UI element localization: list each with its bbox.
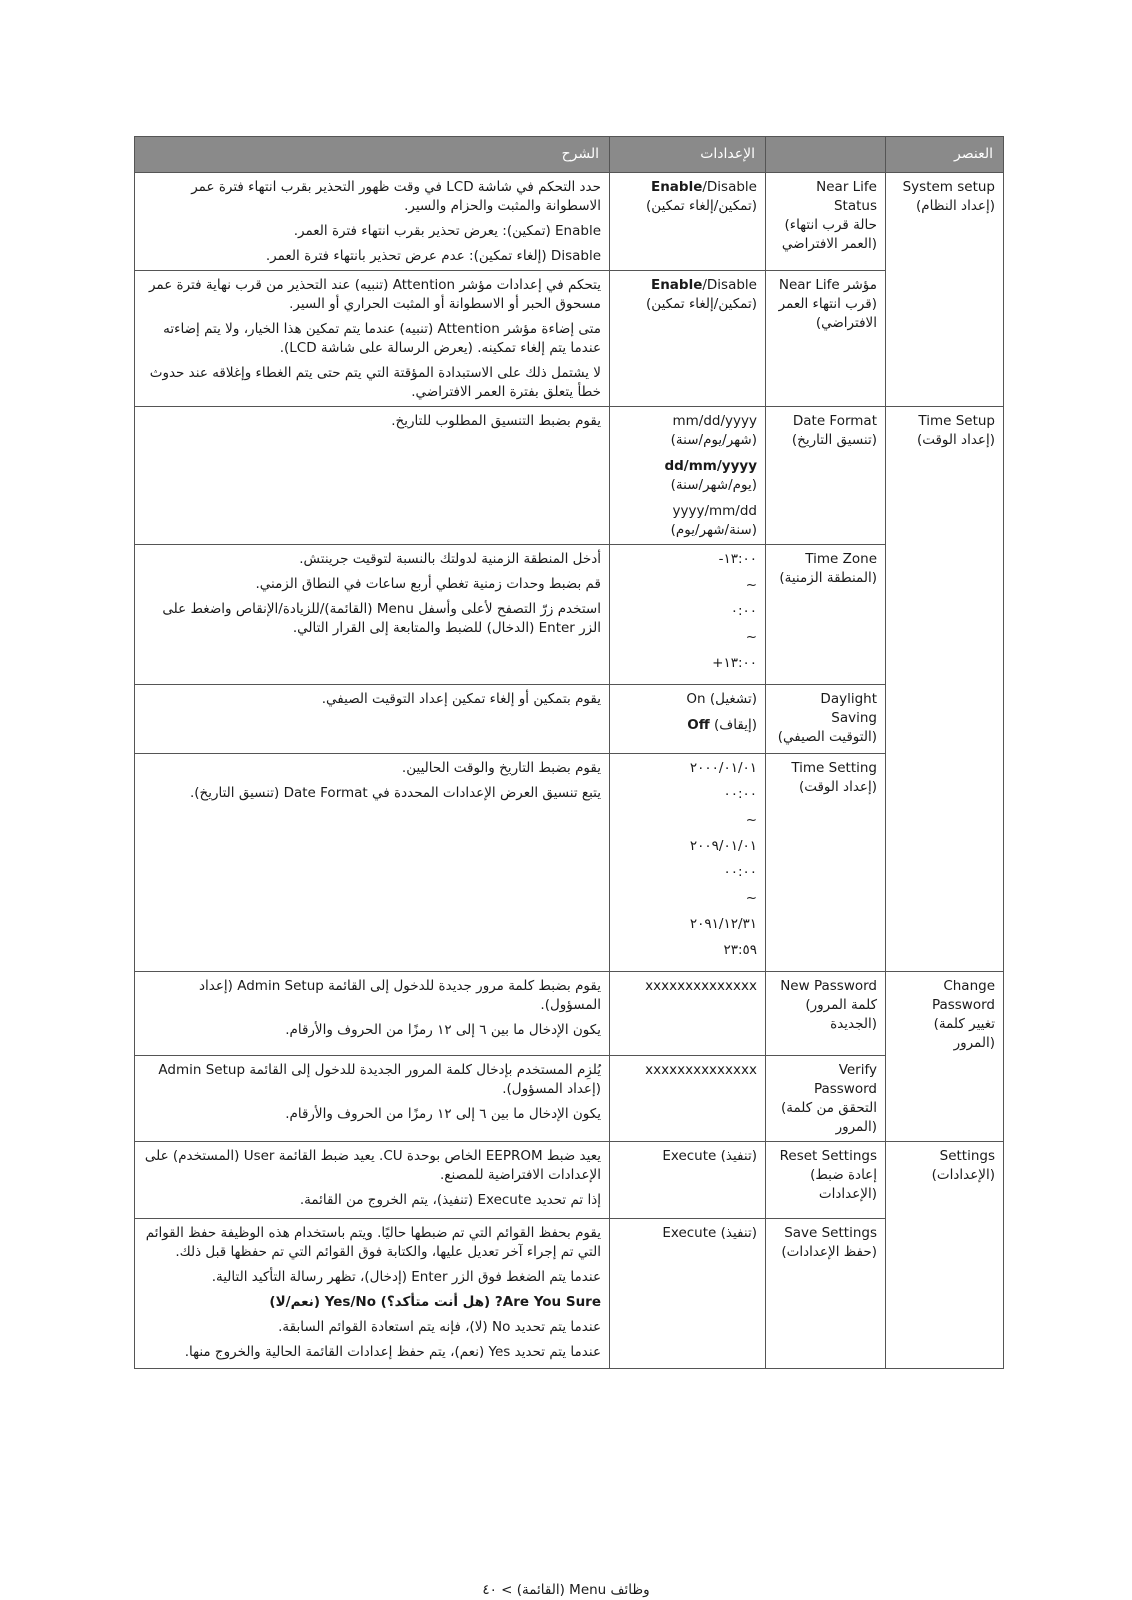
sub-cell: [766, 271, 886, 407]
table-row: [135, 173, 1004, 271]
options-cell: [610, 1219, 766, 1369]
option-value: ٢٠٠٠/٠١/٠١: [689, 760, 757, 776]
item-label: Time Setup: [918, 413, 995, 429]
sub-label: New Password: [780, 978, 877, 994]
description-cell: [135, 1219, 610, 1369]
description-cell: [135, 407, 610, 545]
description-cell: [135, 754, 610, 972]
table-row: [135, 545, 1004, 685]
description-text: متى إضاءة مؤشر Attention (تنبيه) عندما يتم تمكين هذا الخيار، ولا يتم إضاءته عندما يتم إلغاء تمكينه. (يعرض الرسالة على شاشة LCD).: [163, 321, 601, 356]
sub-label: Saving: [831, 710, 877, 726]
sub-label: Save Settings: [784, 1225, 877, 1241]
option-value: (سنة/شهر/يوم): [670, 522, 757, 538]
description-text: يتحكم في إعدادات مؤشر Attention (تنبيه) عند التحذير من قرب نهاية فترة عمر مسحوق الحبر أو الاسطوانة أو المثبت الحراري أو السير.: [148, 277, 601, 312]
options-cell: [610, 407, 766, 545]
description-text: عندما يتم الضغط فوق الزر Enter (إدخال)، تظهر رسالة التأكيد التالية.: [211, 1269, 601, 1285]
option-value: yyyy/mm/dd: [672, 503, 757, 519]
item-label: System setup: [902, 179, 995, 195]
option-value: ~: [745, 629, 757, 645]
item-label: (تغيير كلمة المرور): [933, 1016, 995, 1051]
table-row: [135, 1142, 1004, 1219]
description-text: يقوم بضبط التنسيق المطلوب للتاريخ.: [391, 413, 601, 429]
sub-cell: [766, 1056, 886, 1142]
options-cell: [610, 1142, 766, 1219]
sub-cell: [766, 754, 886, 972]
option-value: (تمكين/إلغاء تمكين): [646, 296, 757, 312]
option-value: ~: [745, 577, 757, 593]
description-text: يكون الإدخال ما بين ٦ إلى ١٢ رمزًا من الحروف والأرقام.: [285, 1022, 601, 1038]
options-cell: [610, 754, 766, 972]
item-cell: [886, 1142, 1004, 1369]
item-label: (الإعدادات): [931, 1167, 995, 1183]
option-value: ٠:٠٠: [730, 603, 757, 619]
sub-label: (حفظ الإعدادات): [781, 1244, 877, 1260]
item-cell: [886, 173, 1004, 407]
description-cell: [135, 271, 610, 407]
sub-label: (كلمة المرور الجديدة): [805, 997, 877, 1032]
description-cell: [135, 972, 610, 1056]
sub-cell: [766, 545, 886, 685]
description-text: إذا تم تحديد Execute (تنفيذ)، يتم الخروج من القائمة.: [299, 1192, 601, 1208]
option-value: [618, 716, 757, 735]
sub-cell: [766, 972, 886, 1056]
item-label: Settings: [939, 1148, 995, 1164]
description-text: Disable (إلغاء تمكين): عدم عرض تحذير بانتهاء فترة العمر.: [265, 248, 601, 264]
sub-label: (التحقق من كلمة المرور): [780, 1100, 877, 1135]
description-text: عندما يتم تحديد No (لا)، فإنه يتم استعادة القوائم السابقة.: [278, 1319, 601, 1335]
sub-label: Time Setting: [791, 760, 877, 776]
description-text: يقوم بضبط التاريخ والوقت الحاليين.: [401, 760, 601, 776]
table-row: [135, 685, 1004, 754]
table-header-row: [135, 137, 1004, 173]
sub-cell: [766, 1142, 886, 1219]
sub-label: العمر الافتراضي): [781, 236, 877, 252]
sub-cell: [766, 685, 886, 754]
option-value: xxxxxxxxxxxxxx: [645, 1062, 757, 1078]
table-row: [135, 754, 1004, 972]
option-value: ٠٠:٠٠: [723, 864, 757, 880]
option-value: ٢٠٩١/١٢/٣١: [689, 916, 757, 932]
description-text: يقوم بضبط كلمة مرور جديدة للدخول إلى القائمة Admin Setup (إعداد المسؤول).: [199, 978, 601, 1013]
table-row: [135, 271, 1004, 407]
item-label: (إعداد النظام): [916, 198, 995, 214]
description-cell: [135, 685, 610, 754]
option-value: Execute (تنفيذ): [662, 1148, 757, 1164]
description-text: يتبع تنسيق العرض الإعدادات المحددة في Date Format (تنسيق التاريخ).: [189, 785, 601, 801]
option-value: +١٣:٠٠: [712, 655, 757, 671]
page-footer: وظائف Menu (القائمة) > ٤٠: [482, 1582, 650, 1598]
option-value: ٢٣:٥٩: [723, 942, 757, 958]
option-rest: (إيقاف): [709, 717, 757, 733]
sub-label: مؤشر Near Life: [778, 277, 877, 293]
sub-cell: [766, 173, 886, 271]
sub-label: Date Format: [792, 413, 877, 429]
description-text: يعيد ضبط EEPROM الخاص بوحدة CU. يعيد ضبط القائمة User (المستخدم) على الإعدادات الافتراضية للمصنع.: [144, 1148, 601, 1183]
option-value: -١٣:٠٠: [718, 551, 757, 567]
option-value: (شهر/يوم/سنة): [670, 432, 757, 448]
options-cell: [610, 685, 766, 754]
settings-table: [134, 136, 1004, 1369]
header-description: الشرح: [135, 137, 610, 173]
table-row: [135, 972, 1004, 1056]
sub-label: Time Zone: [805, 551, 877, 567]
item-cell: [886, 407, 1004, 972]
option-value: ~: [745, 890, 757, 906]
sub-label: (تنسيق التاريخ): [791, 432, 877, 448]
sub-label: Status: [833, 198, 877, 214]
option-bold: Off: [687, 717, 710, 733]
sub-label: (إعادة ضبط الإعدادات): [810, 1167, 877, 1202]
option-value: (يوم/شهر/سنة): [670, 477, 757, 493]
sub-cell: [766, 1219, 886, 1369]
option-value: ~: [745, 812, 757, 828]
option-value: [618, 276, 757, 295]
option-bold: Enable: [650, 179, 703, 195]
options-cell: [610, 173, 766, 271]
item-cell: [886, 972, 1004, 1142]
option-value: dd/mm/yyyy: [664, 458, 757, 474]
table-row: [135, 407, 1004, 545]
table-row: [135, 1219, 1004, 1369]
description-text: يقوم بتمكين أو إلغاء تمكين إعداد التوقيت الصيفي.: [321, 691, 601, 707]
sub-label: Verify Password: [813, 1062, 877, 1097]
description-text: استخدم زرّ التصفح لأعلى وأسفل Menu (القائمة)/للزيادة/الإنقاص واضغط على الزر Enter (الدخال) للضبط والمتابعة إلى القرار التالي.: [162, 601, 601, 636]
option-value: mm/dd/yyyy: [672, 413, 757, 429]
option-value: ٢٠٠٩/٠١/٠١: [689, 838, 757, 854]
option-value: ٠٠:٠٠: [723, 786, 757, 802]
header-settings: الإعدادات: [610, 137, 766, 173]
item-label: Change: [943, 978, 995, 994]
option-bold: Enable: [650, 277, 703, 293]
option-rest: /Disable: [702, 179, 757, 195]
header-item: العنصر: [886, 137, 1004, 173]
options-cell: [610, 271, 766, 407]
description-cell: [135, 1142, 610, 1219]
option-rest: /Disable: [702, 277, 757, 293]
description-text: حدد التحكم في شاشة LCD في وقت ظهور التحذير بقرب انتهاء فترة عمر الاسطوانة والمثبت والحزام والسير.: [191, 179, 601, 214]
description-text: يُلزِم المستخدم بإدخال كلمة المرور الجديدة للدخول إلى القائمة Admin Setup (إعداد المسؤول).: [158, 1062, 601, 1097]
options-cell: [610, 1056, 766, 1142]
sub-label: (التوقيت الصيفي): [777, 729, 877, 745]
description-cell: [135, 173, 610, 271]
sub-label: Near Life: [816, 179, 877, 195]
description-text: يقوم بحفظ القوائم التي تم ضبطها حاليًا. ويتم باستخدام هذه الوظيفة حفظ القوائم التي تم إجراء آخر تعديل عليها، والكتابة فوق القوائم التي تم حفظها قبل ذلك.: [145, 1225, 601, 1260]
options-cell: [610, 972, 766, 1056]
options-cell: [610, 545, 766, 685]
description-text: Are You Sure? (هل أنت متأكد؟) Yes/No (نعم/لا): [269, 1294, 601, 1310]
description-cell: [135, 1056, 610, 1142]
description-text: لا يشتمل ذلك على الاستبدادة المؤقتة التي يتم حتى يتم الغطاء وإغلاقه عند حدوث خطأ يتعلق بفترة العمر الافتراضي.: [149, 365, 601, 400]
description-text: يكون الإدخال ما بين ٦ إلى ١٢ رمزًا من الحروف والأرقام.: [285, 1106, 601, 1122]
description-text: أدخل المنطقة الزمنية لدولتك بالنسبة لتوقيت جرينتش.: [299, 551, 601, 567]
sub-label: (إعداد الوقت): [798, 779, 877, 795]
sub-label: (قرب انتهاء العمر: [778, 296, 877, 312]
date-format-option: [618, 457, 757, 495]
date-format-option: [618, 412, 757, 450]
option-value: Execute (تنفيذ): [662, 1225, 757, 1241]
description-text: عندما يتم تحديد Yes (نعم)، يتم حفظ إعدادات القائمة الحالية والخروج منها.: [184, 1344, 601, 1360]
sub-label: (حالة قرب انتهاء: [784, 217, 877, 233]
option-value: xxxxxxxxxxxxxx: [645, 978, 757, 994]
date-format-option: [618, 502, 757, 540]
option-value: On (تشغيل): [686, 691, 757, 707]
sub-label: Reset Settings: [779, 1148, 877, 1164]
description-text: قم بضبط وحدات زمنية تغطي أربع ساعات في النطاق الزمني.: [255, 576, 601, 592]
header-sub: [766, 137, 886, 173]
sub-label: (المنطقة الزمنية): [779, 570, 877, 586]
item-label: Password: [931, 997, 995, 1013]
sub-cell: [766, 407, 886, 545]
option-value: [618, 178, 757, 197]
sub-label: Daylight: [820, 691, 877, 707]
item-label: (إعداد الوقت): [916, 432, 995, 448]
description-cell: [135, 545, 610, 685]
table-row: [135, 1056, 1004, 1142]
option-value: (تمكين/إلغاء تمكين): [646, 198, 757, 214]
sub-label: الافتراضي): [815, 315, 877, 331]
description-text: Enable (تمكين): يعرض تحذير بقرب انتهاء فترة العمر.: [293, 223, 601, 239]
